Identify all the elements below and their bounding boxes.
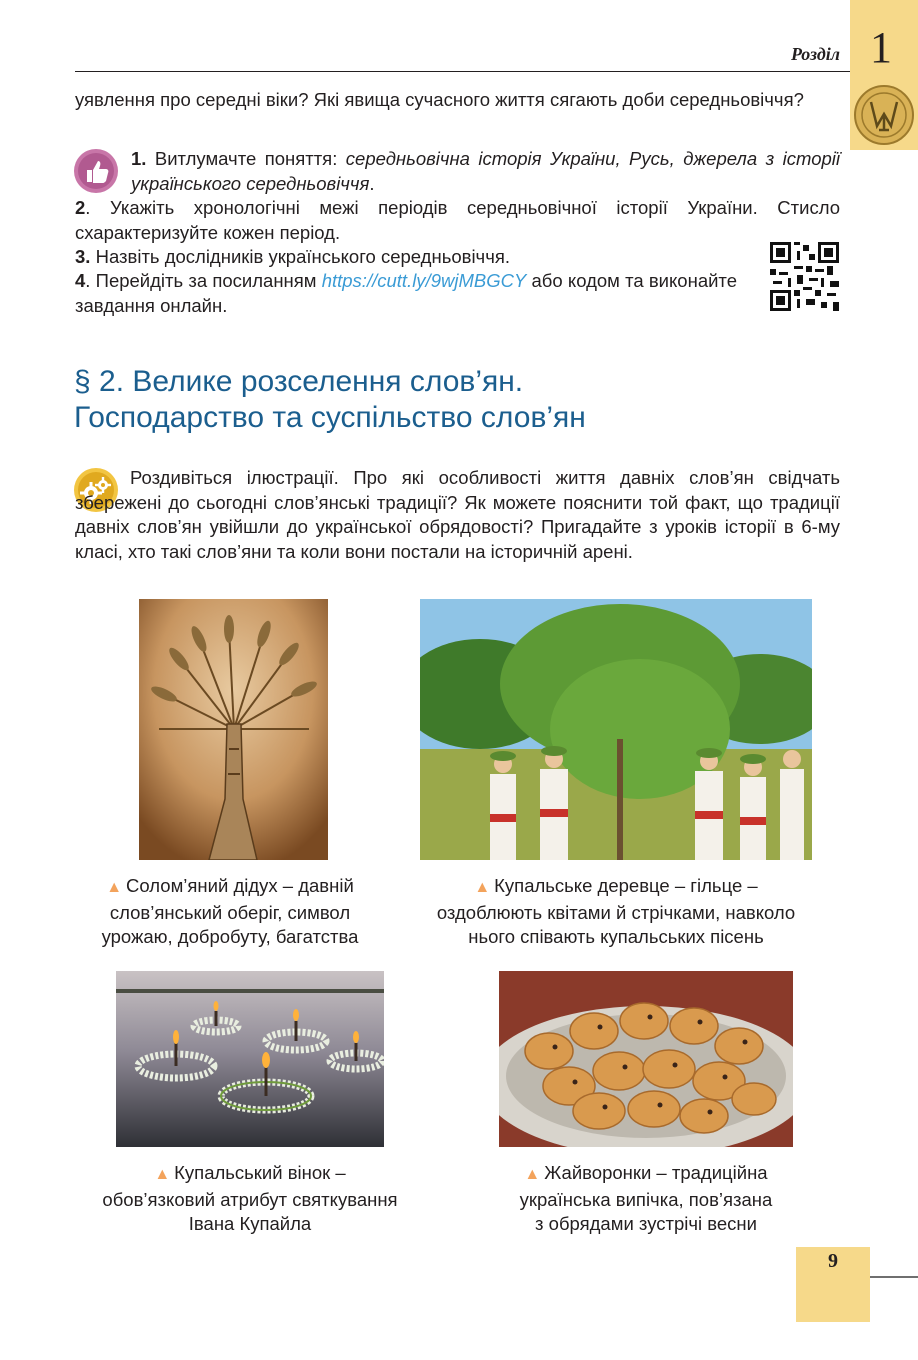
caption-didukh bbox=[60, 874, 400, 950]
caption-kupala-wreath-line-3: Івана Купайла bbox=[188, 1213, 312, 1234]
kupala-tree-photo bbox=[420, 599, 812, 860]
page-number: 9 bbox=[828, 1250, 838, 1272]
caption-didukh-line-1: Солом’яний дідух – давній bbox=[126, 875, 354, 896]
task-3-text: Назвіть дослідників українського середньовіччя. bbox=[90, 246, 510, 267]
intro-paragraph: уявлення про середні віки? Які явища сучасного життя сягають доби середньовіччя? bbox=[75, 89, 804, 110]
caption-kupala-wreath-line-2: обов’язковий атрибут святкування bbox=[102, 1188, 398, 1210]
caption-kupala-tree-line-2: оздоблюють квітами й стрічками, навколо bbox=[436, 901, 796, 923]
task-4-link[interactable]: https://cutt.ly/9wjMBGCY bbox=[321, 270, 527, 291]
kupala-wreath-photo bbox=[116, 971, 384, 1147]
caption-kupala-wreath bbox=[60, 1161, 440, 1237]
task-3 bbox=[75, 245, 755, 270]
task-4-lead: . Перейдіть за посиланням bbox=[85, 270, 322, 291]
didukh-photo bbox=[139, 599, 328, 860]
caption-didukh-line-2: слов’янський оберіг, символ bbox=[109, 901, 351, 923]
task-2-number: 2 bbox=[75, 197, 86, 218]
caption-kupala-tree-line-1: Купальське деревце – гільце – bbox=[494, 875, 758, 896]
task-4-number: 4 bbox=[75, 270, 86, 291]
chapter-number: 1 bbox=[870, 23, 892, 72]
qr-code-icon[interactable] bbox=[770, 242, 839, 311]
triangle-marker-icon: ▲ bbox=[524, 1166, 541, 1183]
section-heading bbox=[74, 364, 854, 436]
task-3-number: 3. bbox=[75, 246, 91, 267]
task-4 bbox=[75, 269, 737, 318]
task-2-text: . Укажіть хронологічні межі періодів середньовічної історії України. Стисло схарактеризуйте кожен період. bbox=[75, 197, 840, 243]
header-rule bbox=[75, 71, 850, 72]
page-number-rule bbox=[870, 1276, 918, 1278]
caption-zhayvoronky-line-2: українська випічка, пов’язана bbox=[519, 1188, 773, 1210]
section-heading-line-1: § 2. Велике розселення слов’ян. bbox=[74, 365, 524, 398]
caption-zhayvoronky bbox=[466, 1161, 826, 1237]
caption-zhayvoronky-line-3: з обрядами зустрічі весни bbox=[535, 1213, 757, 1234]
task-1-lead: Витлумачте поняття: bbox=[146, 148, 346, 169]
triangle-marker-icon: ▲ bbox=[474, 879, 491, 896]
caption-zhayvoronky-line-1: Жайворонки – традиційна bbox=[544, 1162, 768, 1183]
coin-emblem-icon bbox=[853, 84, 915, 146]
triangle-marker-icon: ▲ bbox=[154, 1166, 171, 1183]
caption-didukh-line-3: урожаю, добробуту, багатства bbox=[101, 926, 359, 947]
task-1-number: 1. bbox=[131, 148, 147, 169]
caption-kupala-wreath-line-1: Купальський вінок – bbox=[174, 1162, 346, 1183]
section-label: Розділ bbox=[790, 44, 840, 64]
task-4-end: або кодом та виконайте завдання онлайн. bbox=[75, 270, 737, 316]
triangle-marker-icon: ▲ bbox=[106, 879, 123, 896]
thumbs-up-icon bbox=[73, 148, 119, 194]
task-1-end: . bbox=[369, 172, 375, 194]
task-1-terms: середньовічна історія України, Русь, джерела з історії українського середньовіччя bbox=[131, 148, 840, 194]
task-1 bbox=[131, 147, 840, 196]
question-paragraph: Роздивіться ілюстрації. Про які особливості життя давніх слов’ян свідчать збережені до сьогодні слов’янські традиції? Як можете пояснити той факт, що традиції давніх слов’ян увійшли до української обрядовості? Пригадайте з уроків історії в 6-му класі, хто такі слов’яни та коли вони постали на історичній арені. bbox=[75, 467, 840, 562]
zhayvoronky-photo bbox=[499, 971, 793, 1147]
caption-kupala-tree bbox=[401, 874, 831, 950]
task-2 bbox=[75, 196, 840, 245]
section-heading-line-2: Господарство та суспільство слов’ян bbox=[74, 401, 586, 434]
caption-kupala-tree-line-3: нього співають купальських пісень bbox=[468, 926, 764, 947]
